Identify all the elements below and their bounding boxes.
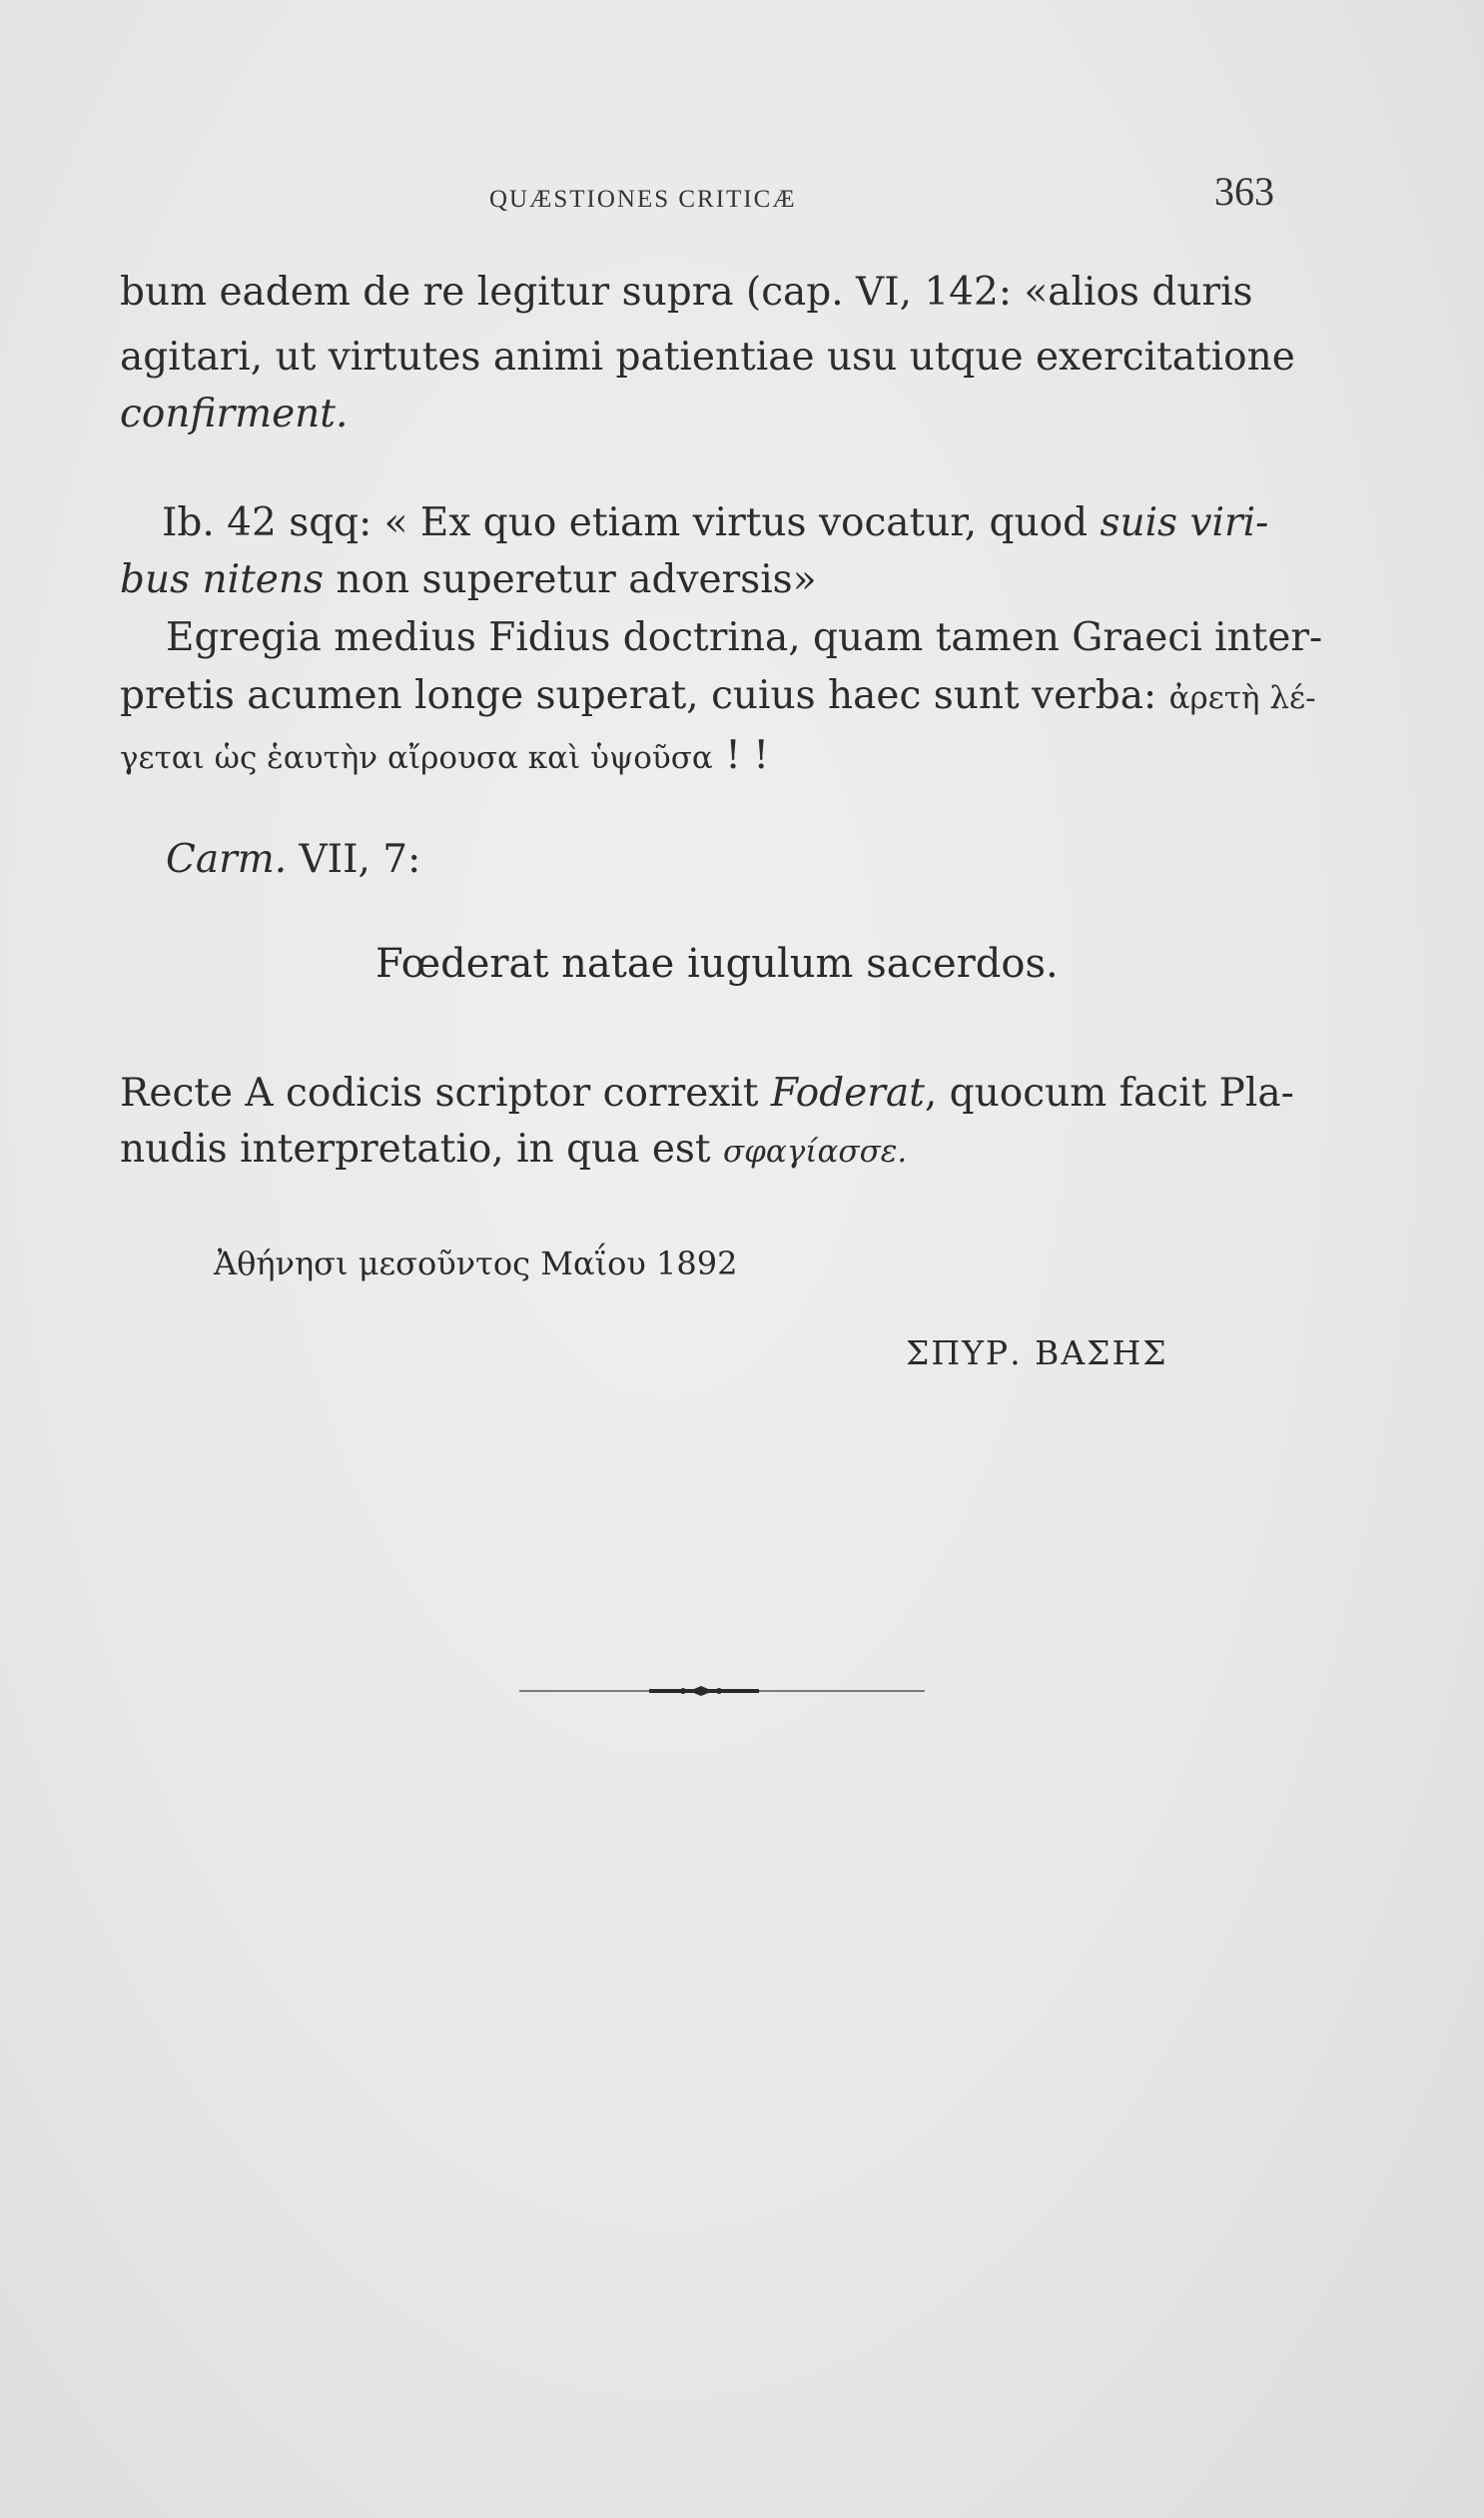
body-line: agitari, ut virtutes animi patientiae usu utque exercitatione xyxy=(120,335,1295,380)
greek-text: ἀρετὴ λέ- xyxy=(1168,680,1316,716)
italic-text: confirment. xyxy=(120,392,349,436)
body-line: pretis acumen longe superat, cuius haec sunt verba: ἀρετὴ λέ- xyxy=(120,673,1316,718)
body-line: Recte A codicis scriptor correxit Foderat, quocum facit Pla- xyxy=(120,1071,1294,1116)
greek-text: σφαγίασσε. xyxy=(723,1134,908,1170)
body-line: Ib. 42 sqq: « Ex quo etiam virtus vocatur, quod suis viri- xyxy=(162,500,1269,545)
italic-text: Foderat xyxy=(770,1071,925,1116)
greek-text: γεται ὡς ἑαυτὴν αἴρουσα καὶ ὑψοῦσα xyxy=(120,740,713,776)
ornamental-rule xyxy=(519,1683,925,1699)
signoff-date: Ἀθήνησι μεσοῦντος Μαΐου 1892 xyxy=(214,1245,738,1282)
verse-quote: Fœderat natae iugulum sacerdos. xyxy=(375,941,1059,987)
italic-text: suis viri- xyxy=(1100,500,1269,545)
body-line xyxy=(120,384,1318,445)
italic-text: bus nitens xyxy=(120,557,324,602)
body-line: Egregia medius Fidius doctrina, quam tamen Graeci inter- xyxy=(166,615,1323,660)
running-title: QUÆSTIONES CRITICÆ xyxy=(489,186,797,213)
body-line: γεται ὡς ἑαυτὴν αἴρουσα καὶ ὑψοῦσα ! ! xyxy=(120,733,769,778)
body-line: bum eadem de re legitur supra (cap. VI, 142: «alios duris xyxy=(120,270,1253,315)
italic-text: Carm. xyxy=(166,837,288,882)
body-line: nudis interpretatio, in qua est σφαγίασσε. xyxy=(120,1127,908,1172)
body-line: bus nitens non superetur adversis» xyxy=(120,557,817,602)
body-line: Carm. VII, 7: xyxy=(166,837,421,882)
page-number: 363 xyxy=(1214,169,1274,214)
author-signature: ΣΠΥΡ. ΒΑΣΗΣ xyxy=(906,1333,1168,1372)
